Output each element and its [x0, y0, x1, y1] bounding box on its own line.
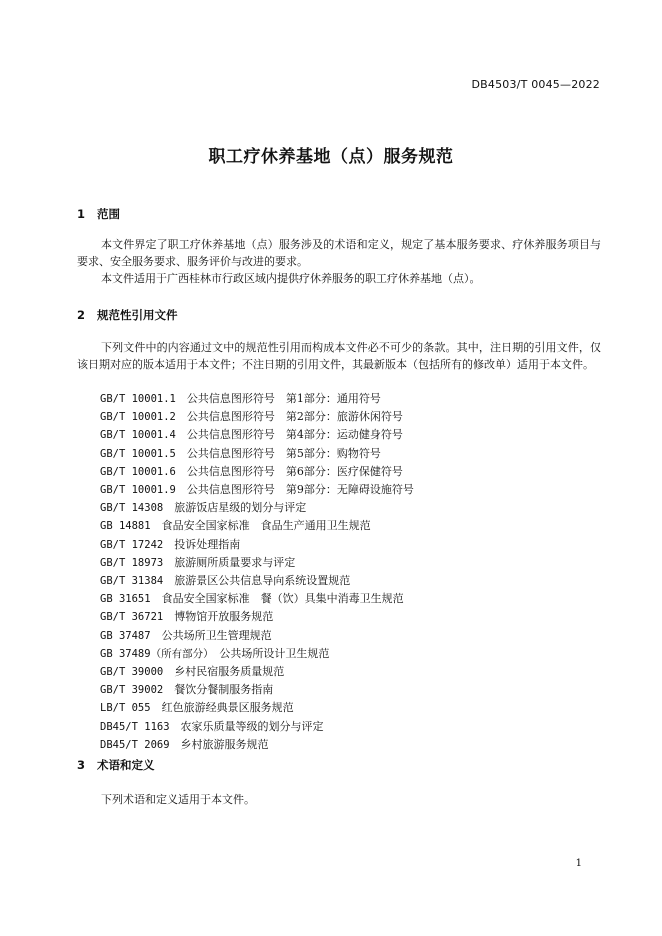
reference-code: GB/T 10001.4 [100, 429, 176, 442]
reference-title: 公共信息图形符号 第9部分：无障碍设施符号 [186, 483, 414, 497]
scope-paragraph-2: 本文件适用于广西桂林市行政区域内提供疗休养服务的职工疗休养基地（点）。 [101, 272, 481, 285]
scope-paragraph-1: 本文件界定了职工疗休养基地（点）服务涉及的术语和定义，规定了基本服务要求、疗休养服务项目与要求、安全服务要求、服务评价与改进的要求。 [77, 238, 601, 268]
reference-code: GB 14881 [100, 520, 151, 533]
reference-title: 公共场所卫生管理规范 [161, 628, 272, 642]
reference-item [100, 390, 414, 408]
reference-item [100, 681, 414, 699]
reference-code: GB/T 14308 [100, 502, 164, 515]
reference-title: 公共信息图形符号 第5部分：购物符号 [186, 446, 381, 460]
document-code: DB4503/T 0045—2022 [471, 78, 600, 91]
reference-code: GB/T 10001.6 [100, 465, 176, 478]
reference-title: 乡村民宿服务质量规范 [174, 665, 285, 679]
reference-item [100, 736, 414, 754]
reference-code: GB/T 39000 [100, 666, 164, 679]
section-title: 规范性引用文件 [97, 308, 178, 322]
normative-references-intro: 下列文件中的内容通过文中的规范性引用而构成本文件必不可少的条款。其中，注日期的引用文件，仅该日期对应的版本适用于本文件；不注日期的引用文件，其最新版本（包括所有的修改单）适用于本文件。 [77, 341, 601, 371]
reference-item [100, 481, 414, 499]
reference-title: 公共场所设计卫生规范 [219, 646, 330, 660]
reference-code: GB 31651 [100, 593, 151, 606]
section-number: 2 [77, 308, 86, 322]
reference-code: GB/T 10001.9 [100, 484, 176, 497]
reference-item [100, 645, 414, 663]
reference-code: GB 37487 [100, 629, 151, 642]
section-title: 术语和定义 [97, 758, 155, 772]
reference-code: LB/T 055 [100, 702, 151, 715]
reference-title: 旅游厕所质量要求与评定 [174, 555, 296, 569]
section-2-heading [77, 307, 178, 323]
reference-item [100, 463, 414, 481]
reference-item [100, 408, 414, 426]
section-3-heading [77, 757, 155, 773]
reference-item [100, 572, 414, 590]
reference-title: 餐饮分餐制服务指南 [174, 683, 274, 697]
reference-title: 食品安全国家标准 餐（饮）具集中消毒卫生规范 [161, 592, 404, 606]
reference-item [100, 517, 414, 535]
reference-title: 公共信息图形符号 第2部分：旅游休闲符号 [186, 410, 403, 424]
reference-title: 公共信息图形符号 第4部分：运动健身符号 [186, 428, 403, 442]
reference-item [100, 699, 414, 717]
terms-intro: 下列术语和定义适用于本文件。 [101, 793, 255, 806]
reference-list [100, 390, 414, 754]
reference-item [100, 536, 414, 554]
page-number: 1 [575, 858, 582, 869]
reference-title: 农家乐质量等级的划分与评定 [180, 719, 324, 733]
reference-item [100, 608, 414, 626]
reference-title: 旅游饭店星级的划分与评定 [174, 501, 307, 515]
reference-item [100, 554, 414, 572]
reference-item [100, 499, 414, 517]
reference-code: GB/T 17242 [100, 538, 164, 551]
reference-code: GB/T 10001.2 [100, 411, 176, 424]
reference-code: GB/T 10001.1 [100, 393, 176, 405]
reference-title: 食品安全国家标准 食品生产通用卫生规范 [161, 519, 371, 533]
section-title: 范围 [97, 207, 120, 221]
reference-item [100, 590, 414, 608]
reference-code: GB/T 31384 [100, 575, 164, 588]
reference-code: GB/T 10001.5 [100, 447, 176, 460]
reference-title: 公共信息图形符号 第6部分：医疗保健符号 [186, 464, 403, 478]
section-number: 1 [77, 207, 86, 221]
reference-item [100, 426, 414, 444]
reference-item [100, 718, 414, 736]
reference-item [100, 663, 414, 681]
reference-code: GB 37489（所有部分） [100, 647, 209, 660]
document-title: 职工疗休养基地（点）服务规范 [208, 147, 454, 167]
section-1-heading [77, 206, 120, 222]
reference-item [100, 445, 414, 463]
reference-title: 公共信息图形符号 第1部分：通用符号 [186, 392, 381, 405]
reference-code: DB45/T 1163 [100, 720, 170, 733]
reference-code: GB/T 36721 [100, 611, 164, 624]
reference-title: 旅游景区公共信息导向系统设置规范 [174, 574, 351, 588]
reference-title: 红色旅游经典景区服务规范 [161, 701, 294, 715]
reference-title: 投诉处理指南 [174, 537, 241, 551]
reference-code: DB45/T 2069 [100, 738, 170, 751]
reference-code: GB/T 39002 [100, 684, 164, 697]
reference-title: 博物馆开放服务规范 [174, 610, 274, 624]
reference-item [100, 627, 414, 645]
reference-code: GB/T 18973 [100, 556, 164, 569]
section-number: 3 [77, 758, 86, 772]
reference-title: 乡村旅游服务规范 [180, 737, 269, 751]
